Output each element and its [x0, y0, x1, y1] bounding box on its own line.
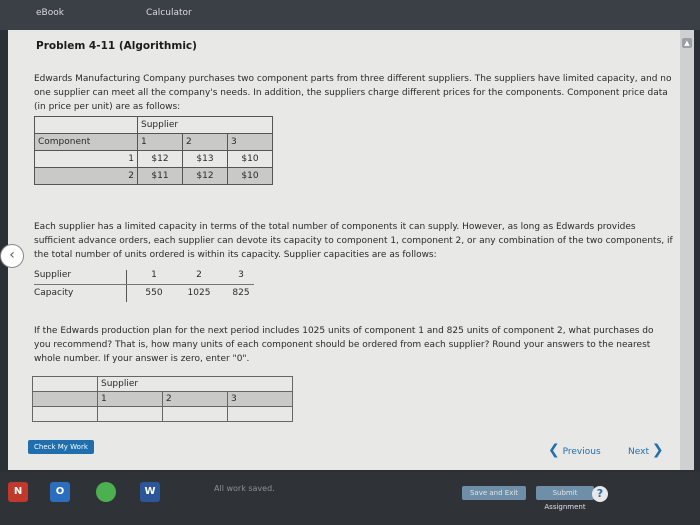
capacity-description: Each supplier has a limited capacity in terms of the total number of components it can supply. However, as long as Edwards provides sufficient advance orders, each supplier can devote its capacity to component 1, component 2, or any combination of the two components, if the total number of units ordered is within its capacity. Supplier capacities are as follows: [34, 222, 673, 260]
problem-intro: Edwards Manufacturing Company purchases two component parts from three different suppliers. The suppliers have limited capacity, and no one supplier can meet all the company's needs. In addition, the suppliers charge different prices for the components. Component price data (in price per unit) are as follows: [34, 74, 672, 112]
answer-component-header [33, 392, 98, 407]
price-row-component: 1 [35, 151, 138, 168]
price-cell: $12 [183, 168, 228, 185]
scroll-up-icon[interactable]: ▲ [682, 38, 692, 48]
help-icon[interactable]: ? [592, 486, 608, 502]
price-supplier-3: 3 [228, 134, 273, 151]
problem-page [8, 30, 680, 470]
capacity-value-1: 550 [145, 288, 163, 298]
price-cell: $12 [138, 151, 183, 168]
onenote-app-icon[interactable]: N [8, 482, 28, 502]
answer-input[interactable] [228, 407, 293, 422]
answer-input[interactable] [98, 407, 163, 422]
next-label: Next [628, 447, 649, 457]
word-app-icon[interactable]: W [140, 482, 160, 502]
price-supplier-header: Supplier [138, 117, 273, 134]
capacity-supplier-1: 1 [151, 270, 157, 280]
capacity-supplier-2: 2 [196, 270, 202, 280]
answer-supplier-1: 1 [98, 392, 163, 407]
check-my-work-button[interactable]: Check My Work [28, 440, 94, 454]
chevron-left-icon: ❮ [548, 442, 560, 458]
save-status: All work saved. [214, 484, 275, 493]
submit-assignment-button[interactable]: Submit Assignment [536, 486, 594, 500]
answer-input[interactable] [163, 407, 228, 422]
capacity-label: Capacity [34, 288, 74, 298]
capacity-supplier-3: 3 [238, 270, 244, 280]
next-button[interactable] [628, 442, 664, 458]
chrome-app-icon[interactable] [96, 482, 116, 502]
price-table [34, 116, 273, 185]
answer-supplier-2: 2 [163, 392, 228, 407]
price-component-header: Component [35, 134, 138, 151]
price-supplier-1: 1 [138, 134, 183, 151]
answer-row-label [33, 407, 98, 422]
tab-calculator[interactable]: Calculator [146, 8, 192, 18]
question-text: If the Edwards production plan for the next period includes 1025 units of component 1 and 825 units of component 2, what purchases do you recommend? That is, how many units of each component should be ordered from each supplier? Round your answers to the nearest whole number. If your answer is zero, enter "0". [34, 326, 654, 364]
capacity-value-2: 1025 [187, 288, 211, 298]
scrollbar[interactable] [680, 30, 694, 470]
capacity-value-3: 825 [232, 288, 250, 298]
price-supplier-2: 2 [183, 134, 228, 151]
answer-supplier-header: Supplier [98, 377, 293, 392]
previous-button[interactable] [548, 442, 601, 458]
tab-ebook[interactable]: eBook [36, 8, 64, 18]
price-row-component: 2 [35, 168, 138, 185]
back-nav-icon[interactable]: ‹ [0, 244, 24, 268]
price-table-corner [35, 117, 138, 134]
taskbar [0, 472, 700, 525]
top-tab-bar [0, 0, 700, 30]
price-cell: $10 [228, 168, 273, 185]
answer-corner [33, 377, 98, 392]
capacity-supplier-label: Supplier [34, 270, 72, 280]
save-and-exit-button[interactable]: Save and Exit [462, 486, 526, 500]
outlook-app-icon[interactable]: O [50, 482, 70, 502]
capacity-divider [126, 270, 127, 302]
price-cell: $10 [228, 151, 273, 168]
capacity-rule [34, 284, 254, 285]
chevron-right-icon: ❯ [651, 442, 664, 458]
price-cell: $13 [183, 151, 228, 168]
previous-label: Previous [562, 447, 601, 457]
price-cell: $11 [138, 168, 183, 185]
problem-title: Problem 4-11 (Algorithmic) [36, 40, 197, 52]
answer-table [32, 376, 293, 422]
answer-supplier-3: 3 [228, 392, 293, 407]
